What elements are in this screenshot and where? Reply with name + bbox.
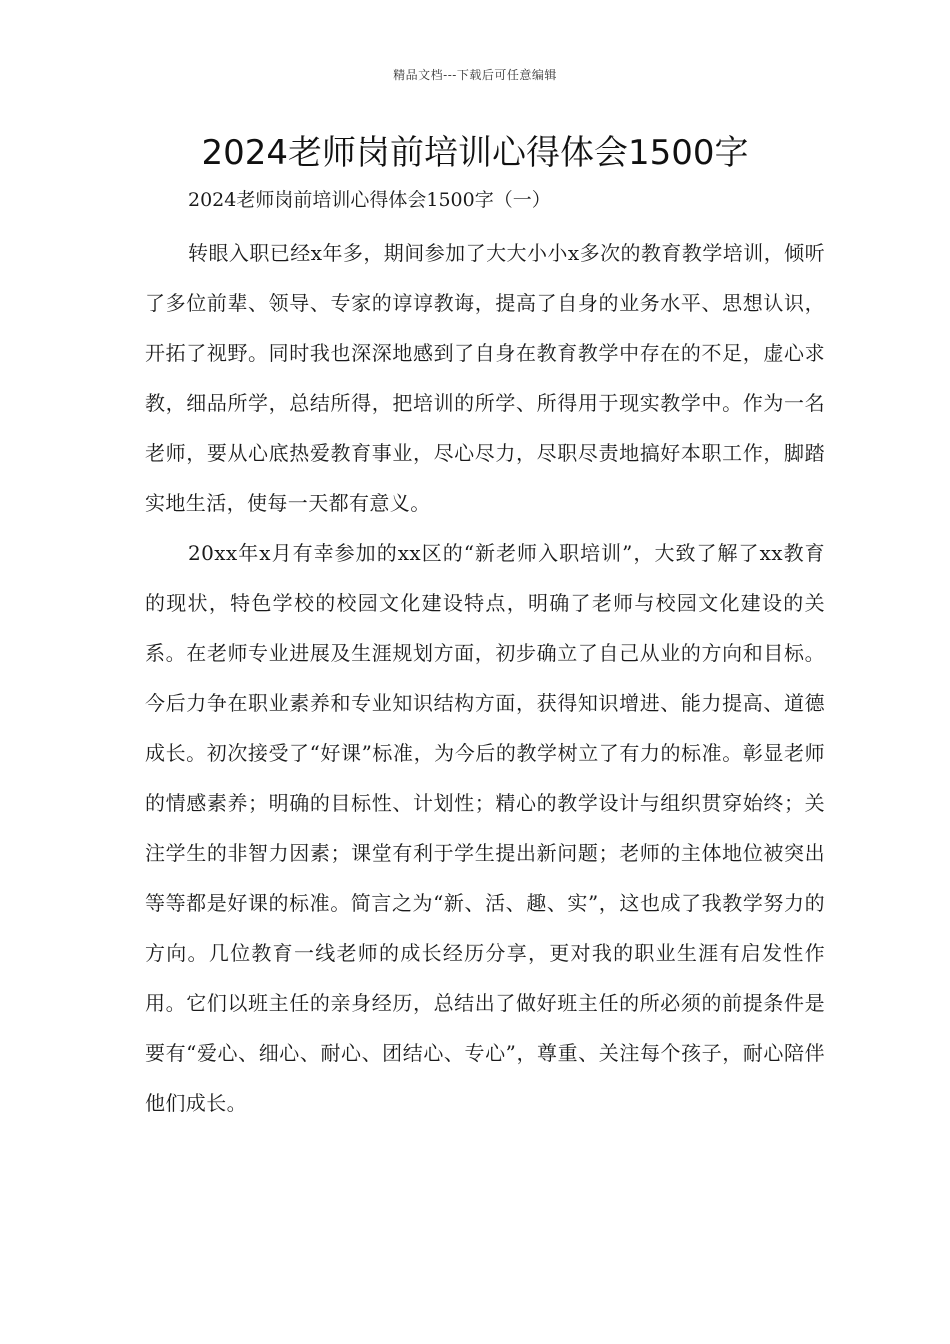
document-body [145, 228, 825, 1128]
header-note: 精品文档---下载后可任意编辑 [393, 68, 557, 82]
document-subtitle: 2024老师岗前培训心得体会1500字（一） [188, 189, 551, 211]
paragraph-1: 转眼入职已经x年多，期间参加了大大小小x多次的教育教学培训，倾听了多位前辈、领导、专家的谆谆教诲，提高了自身的业务水平、思想认识，开拓了视野。同时我也深深地感到了自身在教育教学中存在的不足，虚心求教，细品所学，总结所得，把培训的所学、所得用于现实教学中。作为一名老师，要从心底热爱教育事业，尽心尽力，尽职尽责地搞好本职工作，脚踏实地生活，使每一天都有意义。 [145, 241, 825, 515]
paragraph-2: 20xx年x月有幸参加的xx区的“新老师入职培训”，大致了解了xx教育的现状，特色学校的校园文化建设特点，明确了老师与校园文化建设的关系。在老师专业进展及生涯规划方面，初步确立了自己从业的方向和目标。今后力争在职业素养和专业知识结构方面，获得知识增进、能力提高、道德成长。初次接受了“好课”标准，为今后的教学树立了有力的标准。彰显老师的情感素养；明确的目标性、计划性；精心的教学设计与组织贯穿始终；关注学生的非智力因素；课堂有利于学生提出新问题；老师的主体地位被突出等等都是好课的标准。简言之为“新、活、趣、实”，这也成了我教学努力的方向。几位教育一线老师的成长经历分享，更对我的职业生涯有启发性作用。它们以班主任的亲身经历，总结出了做好班主任的所必须的前提条件是要有“爱心、细心、耐心、团结心、专心”，尊重、关注每个孩子，耐心陪伴他们成长。 [145, 541, 825, 1115]
document-title: 2024老师岗前培训心得体会1500字 [201, 133, 749, 173]
